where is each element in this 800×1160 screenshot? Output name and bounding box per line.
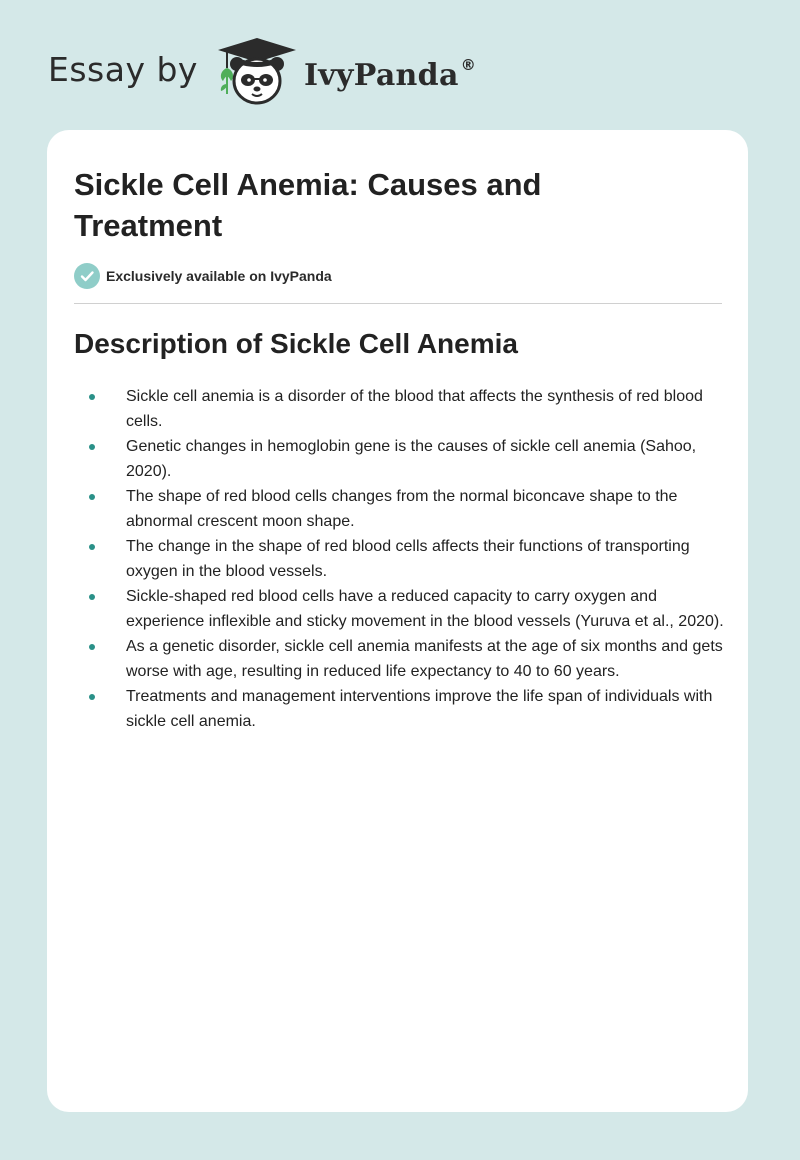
list-item-text: Treatments and management interventions improve the life span of individuals with sickle cell anemia.	[126, 688, 713, 730]
list-item	[126, 484, 726, 534]
list-item	[126, 584, 726, 634]
bullet-list	[126, 384, 726, 734]
list-item	[126, 684, 726, 734]
essay-card	[47, 130, 748, 1112]
divider	[74, 303, 722, 304]
section-title: Description of Sickle Cell Anemia	[74, 328, 518, 359]
header	[48, 36, 476, 108]
panda-graduation-cap-icon[interactable]	[214, 36, 300, 108]
bullet-dot	[89, 544, 95, 550]
bullet-dot	[89, 594, 95, 600]
list-item-text: Sickle-shaped red blood cells have a reduced capacity to carry oxygen and experience inflexible and sticky movement in the blood vessels (Yuruva et al., 2020).	[126, 588, 724, 630]
check-circle-icon	[74, 263, 100, 289]
bullet-dot	[89, 494, 95, 500]
list-item-text: Sickle cell anemia is a disorder of the blood that affects the synthesis of red blood cells.	[126, 388, 703, 430]
brand-name[interactable]: IvyPanda ®	[303, 55, 476, 93]
bullet-dot	[89, 644, 95, 650]
registered-mark: ®	[460, 55, 476, 74]
list-item-text: Genetic changes in hemoglobin gene is the causes of sickle cell anemia (Sahoo, 2020).	[126, 438, 697, 480]
list-item	[126, 534, 726, 584]
list-item-text: The change in the shape of red blood cells affects their functions of transporting oxygen in the blood vessels.	[126, 538, 690, 580]
list-item-text: As a genetic disorder, sickle cell anemia manifests at the age of six months and gets worse with age, resulting in reduced life expectancy to 40 to 60 years.	[126, 638, 723, 680]
list-item	[126, 634, 726, 684]
exclusive-badge	[74, 263, 332, 289]
bullet-dot	[89, 394, 95, 400]
page-title: Sickle Cell Anemia: Causes and Treatment	[74, 167, 542, 243]
list-item	[126, 384, 726, 434]
badge-text: Exclusively available on IvyPanda	[106, 268, 332, 284]
bullet-dot	[89, 694, 95, 700]
bullet-dot	[89, 444, 95, 450]
list-item	[126, 434, 726, 484]
list-item-text: The shape of red blood cells changes from the normal biconcave shape to the abnormal crescent moon shape.	[126, 488, 678, 530]
essay-by-label: Essay by	[48, 49, 198, 89]
